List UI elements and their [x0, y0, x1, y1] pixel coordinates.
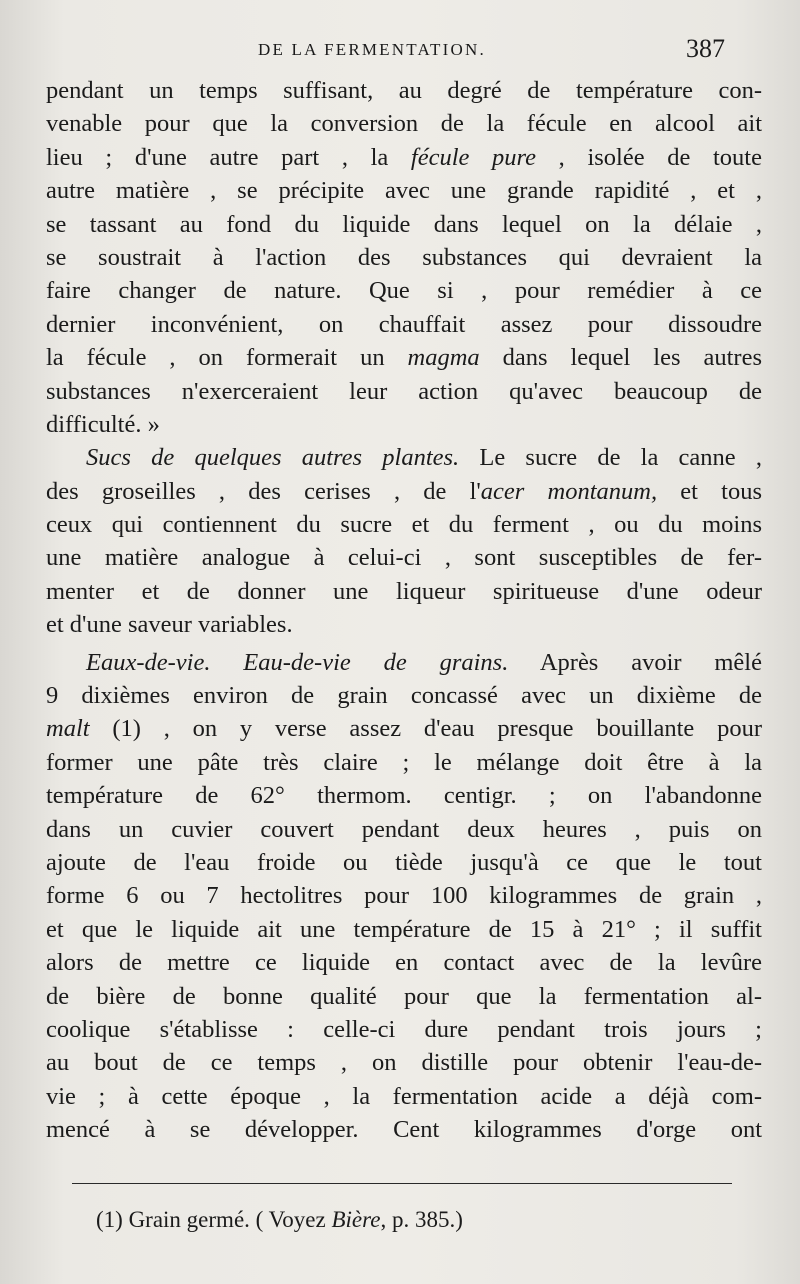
- text-line: lieu ; d'une autre part , la fécule pure , isolée de toute: [46, 143, 762, 171]
- text-line: se soustrait à l'action des substances qui devraient la: [46, 243, 762, 271]
- text-line: autre matière , se précipite avec une grande rapidité , et ,: [46, 177, 762, 205]
- text-line: des groseilles , des cerises , de l'acer montanum, et tous: [46, 477, 762, 505]
- text-line: difficulté. »: [46, 410, 160, 438]
- footnote-page-ref: , p. 385.): [380, 1207, 463, 1232]
- text-line: Sucs de quelques autres plantes. Le sucre de la canne ,: [86, 444, 762, 472]
- text-line: 9 dixièmes environ de grain concassé avec un dixième de: [46, 682, 762, 710]
- text-line: malt (1) , on y verse assez d'eau presque bouillante pour: [46, 715, 762, 743]
- text-line: au bout de ce temps , on distille pour obtenir l'eau-de-: [46, 1049, 762, 1077]
- text-line: la fécule , on formerait un magma dans lequel les autres: [46, 344, 762, 372]
- text-line: forme 6 ou 7 hectolitres pour 100 kilogrammes de grain ,: [46, 882, 762, 910]
- text-line: ajoute de l'eau froide ou tiède jusqu'à ce que le tout: [46, 848, 762, 876]
- text-line: et d'une saveur variables.: [46, 611, 293, 639]
- text-line: pendant un temps suffisant, au degré de température con-: [46, 77, 762, 104]
- text-line: dans un cuvier couvert pendant deux heures , puis on: [46, 815, 762, 843]
- body-text: [46, 74, 762, 1147]
- text-line: température de 62° thermom. centigr. ; on l'abandonne: [46, 782, 762, 810]
- footnote: [96, 1207, 463, 1233]
- text-line: dernier inconvénient, on chauffait assez pour dissoudre: [46, 310, 762, 338]
- text-line: de bière de bonne qualité pour que la fermentation al-: [46, 982, 762, 1010]
- footnote-text: (1) Grain germé. ( Voyez: [96, 1207, 332, 1232]
- footnote-rule: [72, 1183, 732, 1184]
- text-line: une matière analogue à celui-ci , sont susceptibles de fer-: [46, 544, 762, 572]
- text-line: vie ; à cette époque , la fermentation acide a déjà com-: [46, 1082, 762, 1110]
- running-title: DE LA FERMENTATION.: [258, 40, 486, 59]
- text-line: substances n'exerceraient leur action qu'avec beaucoup de: [46, 377, 762, 405]
- text-line: et que le liquide ait une température de 15 à 21° ; il suffit: [46, 915, 762, 943]
- text-line: venable pour que la conversion de la fécule en alcool ait: [46, 110, 762, 138]
- text-line: coolique s'établisse : celle-ci dure pendant trois jours ;: [46, 1015, 762, 1043]
- text-line: Eaux-de-vie. Eau-de-vie de grains. Après avoir mêlé: [86, 648, 762, 676]
- text-line: ceux qui contiennent du sucre et du ferment , ou du moins: [46, 511, 762, 539]
- text-line: mencé à se développer. Cent kilogrammes d'orge ont: [46, 1116, 762, 1144]
- page-number: 387: [686, 34, 725, 63]
- text-line: former une pâte très claire ; le mélange doit être à la: [46, 748, 762, 776]
- text-line: se tassant au fond du liquide dans lequel on la délaie ,: [46, 210, 762, 238]
- text-line: menter et de donner une liqueur spiritueuse d'une odeur: [46, 577, 762, 605]
- text-line: faire changer de nature. Que si , pour remédier à ce: [46, 277, 762, 305]
- footnote-italic-ref: Bière: [331, 1207, 381, 1232]
- running-head: [0, 36, 800, 66]
- text-line: alors de mettre ce liquide en contact avec de la levûre: [46, 949, 762, 977]
